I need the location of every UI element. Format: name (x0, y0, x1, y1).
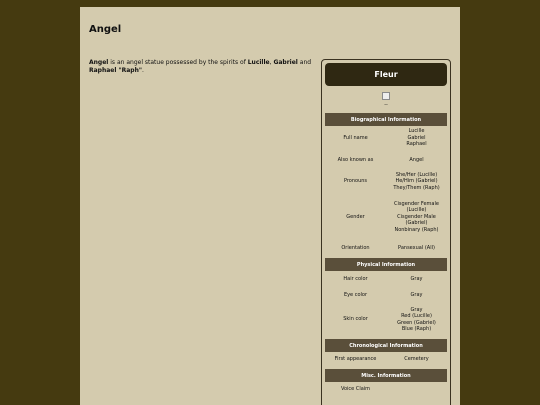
infobox-row-value: Lucille Gabriel Raphael (406, 128, 427, 148)
infobox-row (325, 193, 447, 241)
intro-name-gabriel: Gabriel (273, 59, 298, 66)
intro-paragraph (89, 59, 314, 75)
infobox-row-value: Cisgender Female (Lucille) Cisgender Male (Gabriel) Nonbinary (Raph) (394, 200, 439, 233)
infobox-row (325, 303, 447, 336)
infobox-row (325, 271, 447, 287)
infobox-section-heading: Chronological Information (325, 339, 447, 352)
infobox-sections (322, 113, 450, 396)
intro-subject: Angel (89, 59, 109, 66)
intro-name-lucille: Lucille (247, 59, 270, 66)
infobox-row-value: Gray (410, 275, 423, 282)
infobox-row-value: She/Her (Lucille) He/Him (Gabriel) They/Them (Raph) (393, 171, 440, 191)
infobox-row (325, 241, 447, 255)
infobox-row (325, 287, 447, 303)
infobox-row-label: Eye color (343, 291, 368, 298)
infobox-row-label: Full name (343, 134, 368, 141)
infobox-row (325, 170, 447, 193)
infobox-row-label: Skin color (343, 316, 368, 323)
intro-text: is an angel statue possessed by the spirits of (108, 59, 248, 66)
infobox-row-value: Angel (409, 156, 424, 163)
infobox-row-value: Pansexual (All) (398, 244, 435, 251)
character-infobox (321, 59, 451, 405)
infobox-row (325, 352, 447, 366)
intro-end: . (142, 67, 144, 74)
infobox-row-value: Gray (410, 291, 423, 298)
intro-separator: , (269, 59, 274, 66)
infobox-title: Fleur (325, 63, 447, 86)
infobox-row-label: Hair color (343, 275, 368, 282)
infobox-row (325, 382, 447, 396)
broken-image-icon[interactable] (382, 92, 390, 100)
infobox-row-label: First appearance (334, 355, 377, 362)
infobox-row-value: Cemetery (404, 355, 429, 362)
infobox-row-label: Pronouns (343, 178, 368, 185)
infobox-row-label: Orientation (341, 244, 370, 251)
intro-separator: and (297, 59, 312, 66)
article-page (80, 7, 460, 405)
infobox-row-label: Also known as (337, 156, 374, 163)
infobox-row-value: Gray Red (Lucille) Green (Gabriel) Blue (Raph) (397, 306, 436, 332)
infobox-row-label: Voice Claim (340, 385, 371, 392)
infobox-row (325, 126, 447, 150)
intro-name-raphael: Raphael "Raph" (89, 67, 142, 74)
infobox-row (325, 150, 447, 170)
infobox-section-heading: Misc. Information (325, 369, 447, 382)
page-title: Angel (89, 24, 122, 35)
infobox-section-heading: Physical Information (325, 258, 447, 271)
infobox-row-label: Gender (346, 213, 365, 220)
infobox-image-caption: -- (384, 102, 388, 108)
infobox-section-heading: Biographical Information (325, 113, 447, 126)
